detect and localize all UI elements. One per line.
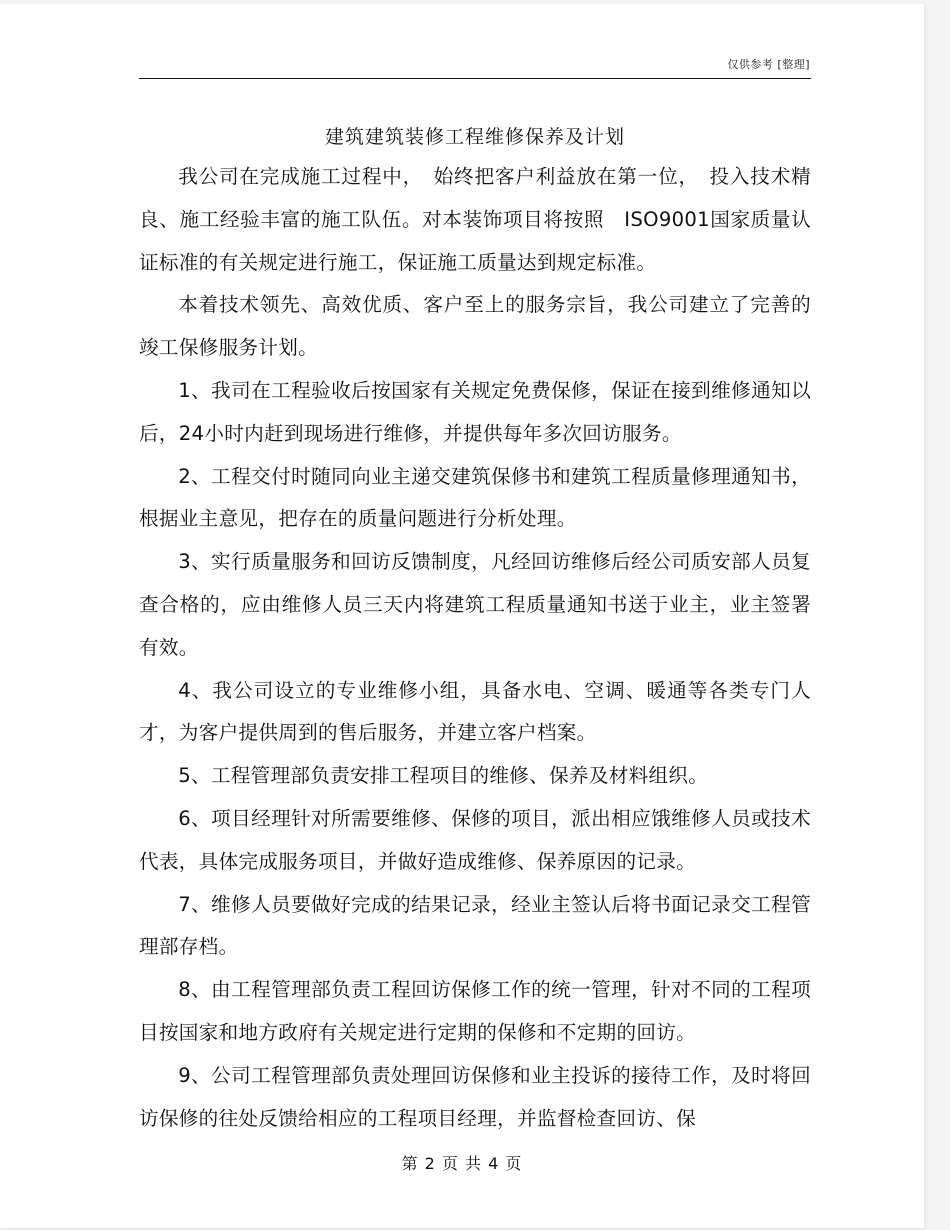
paragraph-item-4: 4、我公司设立的专业维修小组，具备水电、空调、暖通等各类专门人才，为客户提供周到的售后服务，并建立客户档案。: [139, 678, 811, 745]
paragraph-item-9: 9、公司工程管理部负责处理回访保修和业主投诉的接待工作，及时将回访保修的往处反馈给相应的工程项目经理，并监督检查回访、保: [139, 1063, 811, 1130]
page-number-footer: 第 2 页 共 4 页: [401, 1154, 523, 1173]
paragraph-item-7: 7、维修人员要做好完成的结果记录，经业主签认后将书面记录交工程管理部存档。: [139, 892, 811, 959]
paragraph-commitment: 本着技术领先、高效优质、客户至上的服务宗旨，我公司建立了完善的竣工保修服务计划。: [139, 293, 811, 360]
paragraph-item-5: 5、工程管理部负责安排工程项目的维修、保养及材料组织。: [178, 764, 709, 788]
paragraph-item-8: 8、由工程管理部负责工程回访保修工作的统一管理，针对不同的工程项目按国家和地方政府有关规定进行定期的保修和不定期的回访。: [139, 978, 811, 1044]
header-divider: [139, 78, 811, 79]
paragraph-item-3: 3、实行质量服务和回访反馈制度，凡经回访维修后经公司质安部人员复查合格的，应由维修人员三天内将建筑工程质量通知书送于业主，业主签署有效。: [139, 550, 811, 659]
document-title: 建筑建筑装修工程维修保养及计划: [324, 126, 625, 148]
paragraph-intro: 我公司在完成施工过程中， 始终把客户利益放在第一位， 投入技术精良、施工经验丰富的施工队伍。对本装饰项目将按照 ISO9001国家质量认证标准的有关规定进行施工，保证施工质量达到规定标准。: [139, 165, 811, 274]
header-note: 仅供参考 [整理]: [727, 58, 810, 71]
document-page: [0, 4, 924, 1228]
paragraph-item-1: 1、我司在工程验收后按国家有关规定免费保修，保证在接到维修通知以后，24小时内赶到现场进行维修，并提供每年多次回访服务。: [139, 378, 811, 445]
paragraph-item-2: 2、工程交付时随同向业主递交建筑保修书和建筑工程质量修理通知书，根据业主意见，把存在的质量问题进行分析处理。: [139, 464, 811, 531]
paragraph-item-6: 6、项目经理针对所需要维修、保修的项目，派出相应饿维修人员或技术代表，具体完成服务项目，并做好造成维修、保养原因的记录。: [139, 806, 811, 873]
document-body: [139, 156, 811, 1140]
